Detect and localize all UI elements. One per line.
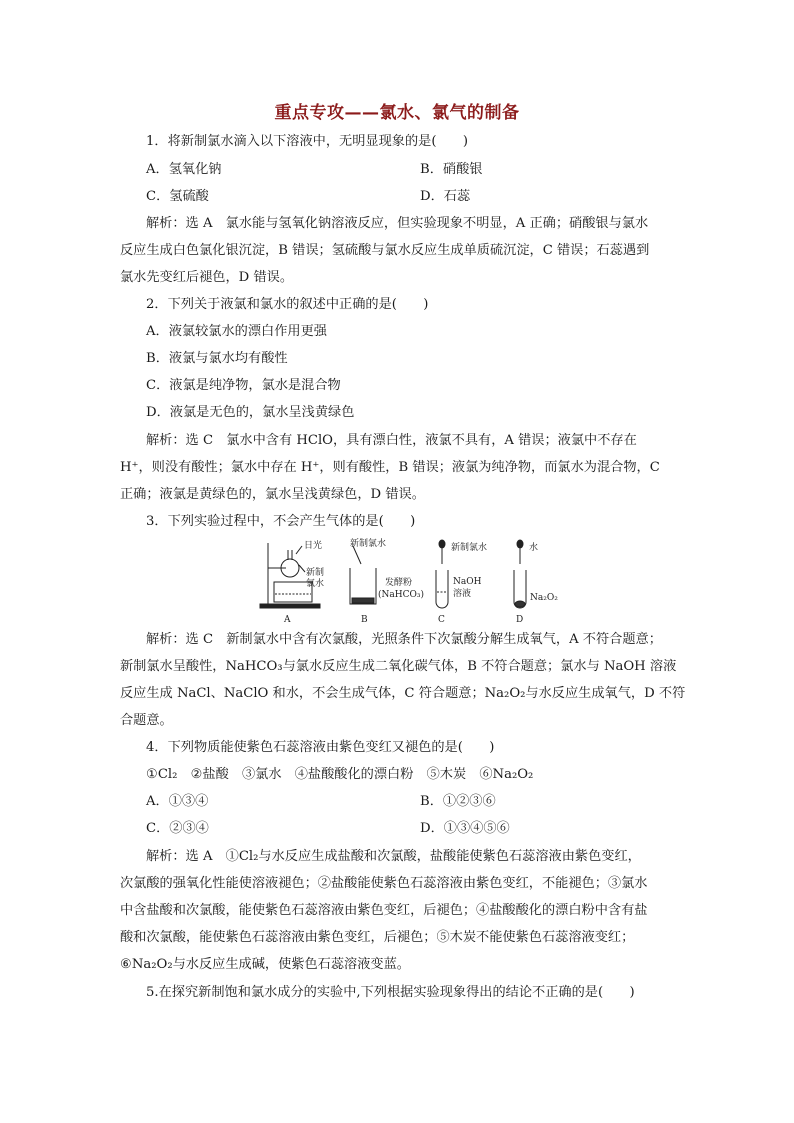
q2-option-a: A．液氯较氯水的漂白作用更强 (146, 324, 327, 339)
q3-analysis-line-1: 解析：选 C 新制氯水中含有次氯酸，光照条件下次氯酸分解生成氧气，A 不符合题意； (146, 632, 662, 647)
q1-option-c: C．氢硫酸 (146, 189, 209, 204)
label-c-naoh: NaOH (453, 577, 482, 587)
label-b-xinzhi-lvshui: 新制氯水 (350, 539, 387, 549)
q4-analysis-line-1: 解析：选 A ①Cl₂与水反应生成盐酸和次氯酸，盐酸能使紫色石蕊溶液由紫色变红， (146, 849, 641, 864)
label-b-powder: 发酵粉 (385, 578, 413, 588)
label-c: C (438, 615, 445, 625)
q3-stem: 3．下列实验过程中，不会产生气体的是( ) (146, 514, 416, 529)
q3-analysis-line-4: 合题意。 (120, 713, 173, 728)
label-a-xinzhi: 新制 (306, 568, 325, 578)
q1-option-a: A．氢氧化钠 (146, 162, 222, 177)
q1-analysis-line-3: 氯水先变红后褪色，D 错误。 (120, 270, 294, 285)
page-title: 重点专攻——氯水、氯气的制备 (274, 103, 520, 123)
q2-analysis-line-3: 正确；液氯是黄绿色的，氯水呈浅黄绿色，D 错误。 (120, 487, 425, 502)
q2-option-b: B．液氯与氯水均有酸性 (146, 351, 288, 366)
q4-option-b: B．①②③⑥ (420, 794, 496, 809)
apparatus-d (514, 540, 526, 608)
q4-option-d: D．①③④⑤⑥ (420, 821, 510, 836)
q4-items: ①Cl₂ ②盐酸 ③氯水 ④盐酸酸化的漂白粉 ⑤木炭 ⑥Na₂O₂ (146, 767, 534, 782)
q3-analysis-line-2: 新制氯水呈酸性，NaHCO₃与氯水反应生成二氧化碳气体，B 不符合题意；氯水与 NaOH 溶液 (120, 659, 677, 674)
label-d: D (516, 615, 524, 625)
q1-option-d: D．石蕊 (420, 189, 471, 204)
q1-analysis-line-2: 反应生成白色氯化银沉淀，B 错误；氢硫酸与氯水反应生成单质硫沉淀，C 错误；石蕊遇到 (120, 243, 650, 258)
label-c-rongye: 溶液 (453, 589, 472, 599)
q1-stem: 1．将新制氯水滴入以下溶液中，无明显现象的是( ) (146, 134, 468, 149)
q2-option-c: C．液氯是纯净物，氯水是混合物 (146, 378, 341, 393)
label-d-na2o2: Na₂O₂ (530, 593, 558, 603)
q4-analysis-line-4: 酸和次氯酸，能使紫色石蕊溶液由紫色变红，后褪色；⑤木炭不能使紫色石蕊溶液变红； (120, 930, 635, 945)
q2-option-d: D．液氯是无色的，氯水呈浅黄绿色 (146, 405, 355, 420)
q2-stem: 2．下列关于液氯和氯水的叙述中正确的是( ) (146, 297, 429, 312)
q4-option-c: C．②③④ (146, 821, 209, 836)
q2-analysis-line-1: 解析：选 C 氯水中含有 HClO，具有漂白性，液氯不具有，A 错误；液氯中不存在 (146, 433, 637, 448)
label-b: B (361, 615, 368, 625)
label-b-formula: (NaHCO₃) (378, 590, 424, 600)
label-c-xinzhi-lvshui: 新制氯水 (451, 543, 488, 553)
q4-analysis-line-2: 次氯酸的强氧化性能使溶液褪色；②盐酸能使紫色石蕊溶液由紫色变红，不能褪色；③氯水 (120, 876, 648, 891)
q4-stem: 4．下列物质能使紫色石蕊溶液由紫色变红又褪色的是( ) (146, 740, 495, 755)
q1-option-b: B．硝酸银 (420, 162, 483, 177)
apparatus-c (436, 540, 448, 608)
label-d-water: 水 (529, 543, 539, 553)
q2-analysis-line-2: H⁺，则没有酸性；氯水中存在 H⁺，则有酸性，B 错误；液氯为纯净物，而氯水为混合物，C (120, 460, 660, 475)
q4-analysis-line-5: ⑥Na₂O₂与水反应生成碱，使紫色石蕊溶液变蓝。 (120, 957, 410, 972)
q1-analysis-line-1: 解析：选 A 氯水能与氢氧化钠溶液反应，但实验现象不明显，A 正确；硝酸银与氯水 (146, 216, 649, 231)
label-a-lvshui: 氯水 (306, 579, 325, 589)
label-a: A (284, 615, 291, 625)
apparatus-b (350, 546, 376, 604)
q5-stem: 5.在探究新制饱和氯水成分的实验中,下列根据实验现象得出的结论不正确的是( ) (146, 985, 635, 1000)
experiment-apparatus-figure (258, 538, 558, 626)
label-sunlight: 日光 (304, 541, 323, 551)
q4-option-a: A．①③④ (146, 794, 209, 809)
q4-analysis-line-3: 中含盐酸和次氯酸，能使紫色石蕊溶液由紫色变红，后褪色；④盐酸酸化的漂白粉中含有盐 (120, 903, 648, 918)
q3-analysis-line-3: 反应生成 NaCl、NaClO 和水，不会生成气体，C 符合题意；Na₂O₂与水反应生成氧气，D 不符 (120, 686, 686, 701)
